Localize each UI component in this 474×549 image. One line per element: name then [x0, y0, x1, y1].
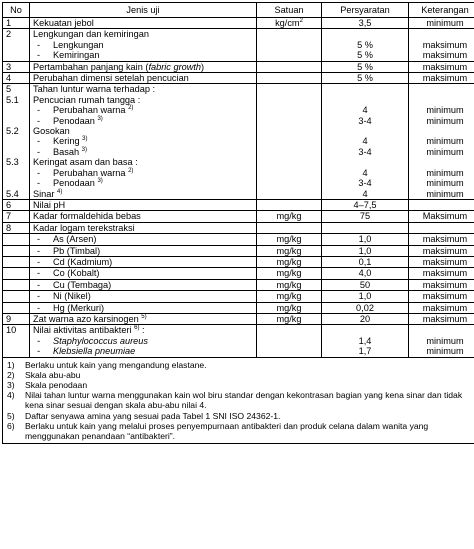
table-row: 10 Nilai aktivitas antibakteri $^{6)}$ : - Staphylococcus aureus - Klebsiella pneumiae 1,4 1,7 minimum minimum [3, 325, 474, 357]
header-persyaratan: Persyaratan [322, 3, 409, 18]
row-jenis: Lengkungan dan kemiringan - Lengkungan - Kemiringan [30, 29, 257, 61]
footnote: 1) Berlaku untuk kain yang mengandung elastane. [7, 359, 207, 370]
table-row: 4 Perubahan dimensi setelah pencucian 5 % maksimum [3, 73, 474, 84]
table-row [3, 18, 474, 29]
table-row: 7 Kadar formaldehida bebas mg/kg 75 Maksimum [3, 211, 474, 222]
row-no: 1 [3, 18, 30, 29]
metal-row: - Pb (Timbal) mg/kg 1,0 maksimum [3, 245, 474, 256]
spec-table [2, 2, 474, 444]
table-row: 6 Nilai pH 4–7,5 [3, 199, 474, 210]
table-row: 9 Zat warna azo karsinogen $^{5)}$ mg/kg 20 maksimum [3, 313, 474, 324]
metal-row: - Hg (Merkuri) mg/kg 0,02 maksimum [3, 302, 474, 313]
metal-row: - Cu (Tembaga) mg/kg 50 maksimum [3, 279, 474, 290]
table-row: 8 Kadar logam terekstraksi [3, 222, 474, 233]
header-satuan: Satuan [257, 3, 322, 18]
footnote: 6) Berlaku untuk kain yang melalui proses penyempurnaan antibakteri dan produk celana dalam wanita yang menggunakan penandaan “antibakteri”. [7, 420, 429, 442]
row-keterangan: minimum [409, 18, 474, 29]
table-row: 2 Lengkungan dan kemiringan - Lengkungan - Kemiringan 5 % 5 % maksimum maksimum [3, 29, 474, 61]
row-jenis: Tahan luntur warna terhadap : Pencucian rumah tangga : - Perubahan warna $^{2)}$ - Penodaan $^{3)}$ Gosokan - Kering $^{3)}$ - Basah $^{3)}$ Keringat asam dan basa : - Perubahan warna $^{2)}$ - Penodaan $^{3)}$ Sinar $^{4)}$ [30, 84, 257, 199]
metal-row: - As (Arsen) mg/kg 1,0 maksimum [3, 234, 474, 245]
footnotes [3, 357, 474, 444]
header-jenis-uji: Jenis uji [30, 3, 257, 18]
metal-row: - Cd (Kadmium) mg/kg 0,1 maksimum [3, 256, 474, 267]
footnote: 4) Nilai tahan luntur warna menggunakan kain wol biru standar dengan kekontrasan bagian yang kena sinar dan tidak kena sinar sesuai dengan skala abu-abu nilai 4. [7, 390, 463, 411]
metal-row: - Co (Kobalt) mg/kg 4,0 maksimum [3, 268, 474, 279]
metal-row: - Ni (Nikel) mg/kg 1,0 maksimum [3, 291, 474, 302]
row-satuan: $kg/cm^2$ [257, 18, 322, 29]
row-persyaratan: 3,5 [322, 18, 409, 29]
row-jenis: Kekuatan jebol [30, 18, 257, 29]
header-keterangan: Keterangan [409, 3, 474, 18]
row-no: 2 [3, 29, 30, 61]
footnote: 2) Skala abu-abu [7, 369, 81, 380]
header-no: No [3, 3, 30, 18]
row-jenis: Pertambahan panjang kain (fabric growth) [30, 61, 257, 72]
table-row: 5 5.1 5.2 5.3 5.4 Tahan luntur warna terhadap : Pencucian rumah tangga : - Perubahan warna $^{2)}$ - Penodaan $^{3)}$ Gosokan - Kering $^{3)}$ - Basah $^{3)}$ Keringat asam dan basa : - Perubahan warna $^{2)}$ - Penodaan $^{3)}$ Sinar $^{4)}$ 4 3-4 4 3-4 4 3-4 4 minimum minimum minimum minimum minimum minimum minimum [3, 84, 474, 199]
header-row [3, 3, 474, 18]
specification-table-document [2, 2, 472, 444]
table-row: 3 Pertambahan panjang kain (fabric growth) 5 % maksimum [3, 61, 474, 72]
footnote: 3) Skala penodaan [7, 380, 88, 390]
footnote: 5) Daftar senyawa amina yang sesuai pada Tabel 1 SNI ISO 24362-1. [7, 410, 281, 421]
